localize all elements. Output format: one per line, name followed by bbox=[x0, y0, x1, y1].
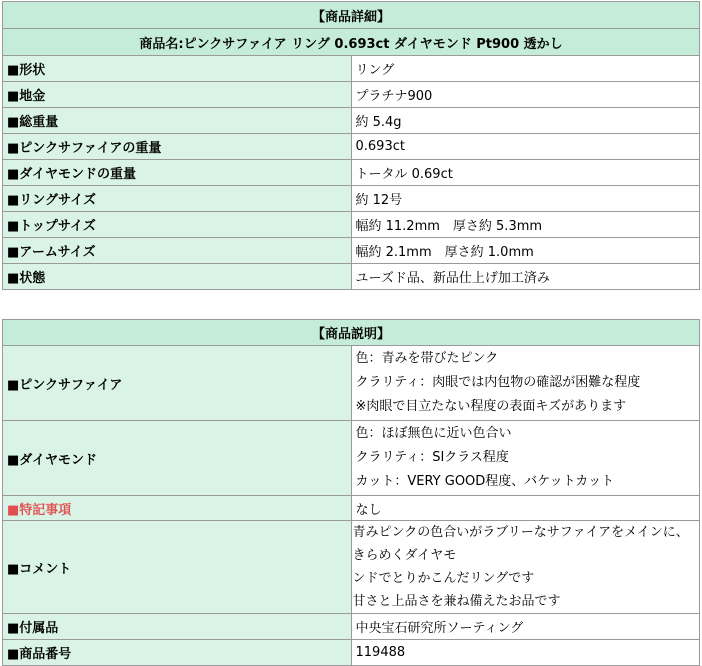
table-row bbox=[3, 238, 700, 264]
accessories-label: ■付属品 bbox=[3, 614, 352, 640]
description-header: 【商品説明】 bbox=[3, 320, 700, 346]
comment-line-1: 青みピンクの色合いがラブリーなサファイアをメインに、きらめくダイヤモ bbox=[352, 525, 689, 563]
pink-sapphire-clarity: クラリティ：肉眼では内包物の確認が困難な程度 bbox=[355, 375, 641, 390]
table-row bbox=[3, 134, 700, 160]
table-row bbox=[3, 186, 700, 212]
diamond-clarity: クラリティ：SIクラス程度 bbox=[355, 450, 509, 465]
pink-sapphire-info bbox=[351, 346, 700, 421]
diamond-label: ■ダイヤモンド bbox=[3, 421, 352, 496]
table-row bbox=[3, 521, 700, 614]
row-label-ring-size: ■リングサイズ bbox=[3, 186, 352, 212]
table-row bbox=[3, 496, 700, 521]
comment-line-2: ンドでとりかこんだリングです bbox=[352, 571, 535, 586]
table-row bbox=[3, 212, 700, 238]
table-row bbox=[3, 160, 700, 186]
row-label-condition: ■状態 bbox=[3, 264, 352, 290]
row-value-ring-size: 約 12号 bbox=[351, 186, 700, 212]
row-value-sapphire-weight: 0.693ct bbox=[351, 134, 700, 160]
product-details-table bbox=[2, 1, 700, 290]
details-header: 【商品詳細】 bbox=[3, 2, 700, 29]
table-row bbox=[3, 56, 700, 82]
table-row bbox=[3, 614, 700, 640]
row-label-diamond-weight: ■ダイヤモンドの重量 bbox=[3, 160, 352, 186]
table-row bbox=[3, 82, 700, 108]
special-notes-label: ■特記事項 bbox=[3, 496, 352, 521]
row-value-diamond-weight: トータル 0.69ct bbox=[351, 160, 700, 186]
table-row bbox=[3, 264, 700, 290]
diamond-info bbox=[351, 421, 700, 496]
pink-sapphire-label: ■ピンクサファイア bbox=[3, 346, 352, 421]
item-number-label: ■商品番号 bbox=[3, 640, 352, 666]
diamond-cut: カット：VERY GOOD程度、バケットカット bbox=[355, 474, 615, 489]
pink-sapphire-note: ※肉眼で目立たない程度の表面キズがあります bbox=[355, 399, 627, 414]
row-label-arm-size: ■アームサイズ bbox=[3, 238, 352, 264]
row-label-top-size: ■トップサイズ bbox=[3, 212, 352, 238]
pink-sapphire-color: 色：青みを帯びたピンク bbox=[355, 351, 499, 366]
product-description-table bbox=[2, 319, 700, 666]
row-label-shape: ■形状 bbox=[3, 56, 352, 82]
row-label-metal: ■地金 bbox=[3, 82, 352, 108]
row-value-top-size: 幅約 11.2mm 厚さ約 5.3mm bbox=[351, 212, 700, 238]
table-row bbox=[3, 108, 700, 134]
row-value-arm-size: 幅約 2.1mm 厚さ約 1.0mm bbox=[351, 238, 700, 264]
comment-line-3: 甘さと上品さを兼ね備えたお品です bbox=[352, 594, 561, 609]
table-row bbox=[3, 346, 700, 421]
row-value-metal: プラチナ900 bbox=[351, 82, 700, 108]
row-value-total-weight: 約 5.4g bbox=[351, 108, 700, 134]
row-value-shape: リング bbox=[351, 56, 700, 82]
row-label-total-weight: ■総重量 bbox=[3, 108, 352, 134]
comment-label: ■コメント bbox=[3, 521, 352, 614]
table-row bbox=[3, 421, 700, 496]
special-notes-value: なし bbox=[351, 496, 700, 521]
comment-text bbox=[351, 521, 700, 614]
product-name: 商品名:ピンクサファイア リング 0.693ct ダイヤモンド Pt900 透かし bbox=[3, 29, 700, 56]
row-value-condition: ユーズド品、新品仕上げ加工済み bbox=[351, 264, 700, 290]
item-number-value: 119488 bbox=[351, 640, 700, 666]
row-label-sapphire-weight: ■ピンクサファイアの重量 bbox=[3, 134, 352, 160]
diamond-color: 色：ほぼ無色に近い色合い bbox=[355, 426, 512, 441]
accessories-value: 中央宝石研究所ソーティング bbox=[351, 614, 700, 640]
